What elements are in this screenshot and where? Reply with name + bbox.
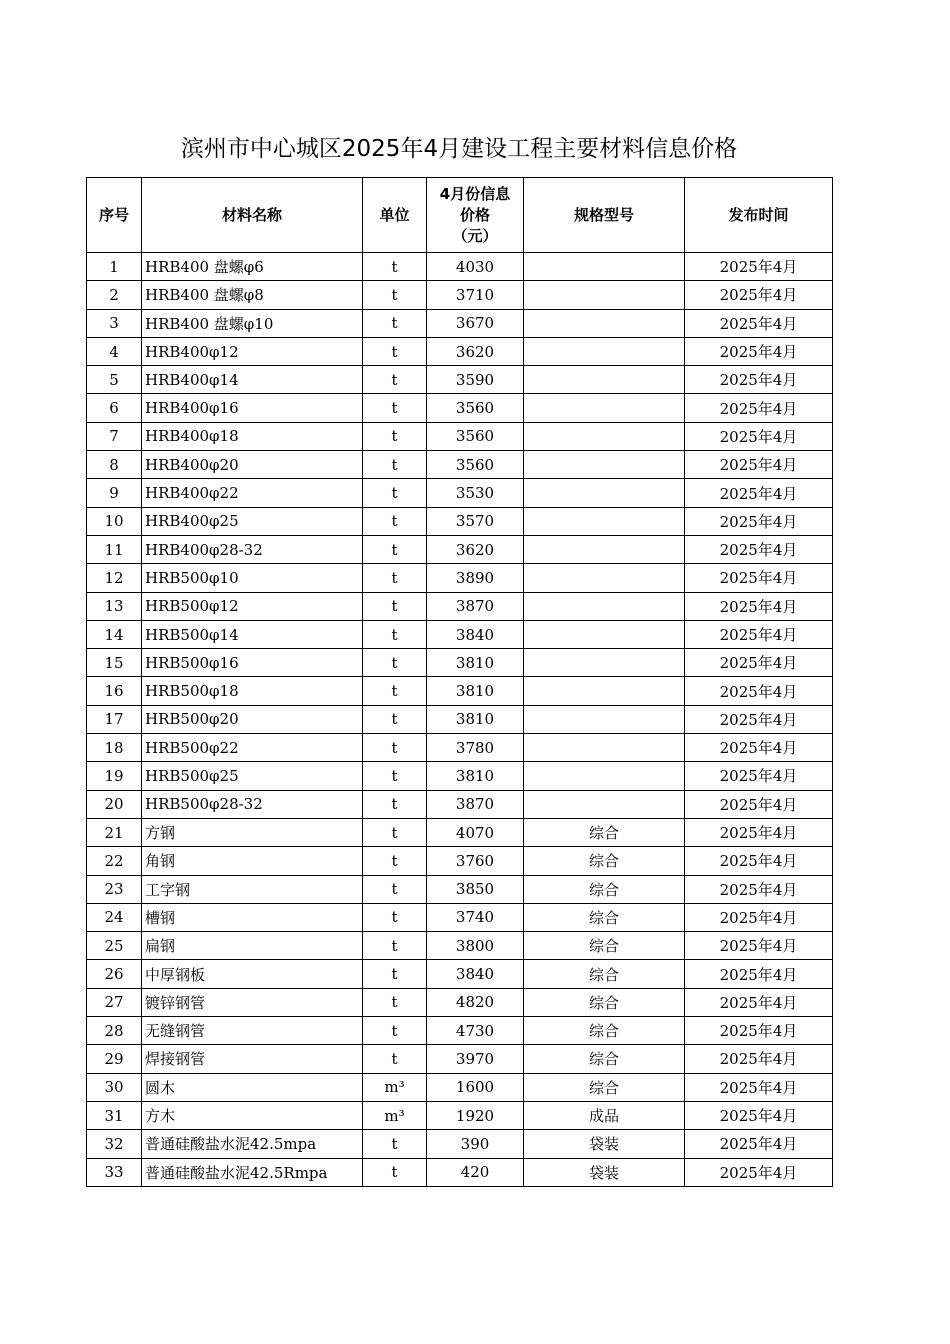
cell-material-name: 普通硅酸盐水泥42.5mpa [142,1130,363,1158]
cell-date: 2025年4月 [685,1130,833,1158]
table-row [87,988,833,1016]
cell-material-name: 角钢 [142,847,363,875]
cell-price: 3620 [427,535,524,563]
table-row [87,620,833,648]
cell-spec [524,422,685,450]
cell-seq: 3 [87,309,142,337]
cell-date: 2025年4月 [685,705,833,733]
cell-unit: t [363,451,427,479]
cell-spec: 综合 [524,1045,685,1073]
cell-date: 2025年4月 [685,479,833,507]
cell-seq: 29 [87,1045,142,1073]
cell-unit: t [363,422,427,450]
cell-seq: 33 [87,1158,142,1186]
cell-material-name: HRB400 盘螺φ10 [142,309,363,337]
cell-price: 390 [427,1130,524,1158]
cell-price: 3800 [427,932,524,960]
cell-seq: 25 [87,932,142,960]
cell-material-name: 无缝钢管 [142,1017,363,1045]
cell-unit: t [363,903,427,931]
cell-seq: 12 [87,564,142,592]
cell-spec [524,790,685,818]
cell-unit: m³ [363,1073,427,1101]
cell-seq: 28 [87,1017,142,1045]
cell-unit: t [363,281,427,309]
cell-seq: 20 [87,790,142,818]
page-title: 滨州市中心城区2025年4月建设工程主要材料信息价格 [180,136,738,162]
cell-unit: t [363,790,427,818]
cell-unit: t [363,705,427,733]
cell-price: 1600 [427,1073,524,1101]
cell-seq: 30 [87,1073,142,1101]
cell-unit: t [363,677,427,705]
cell-material-name: HRB500φ10 [142,564,363,592]
cell-material-name: 普通硅酸盐水泥42.5Rmpa [142,1158,363,1186]
cell-date: 2025年4月 [685,507,833,535]
cell-material-name: HRB400φ18 [142,422,363,450]
cell-seq: 14 [87,620,142,648]
cell-seq: 18 [87,734,142,762]
cell-spec: 综合 [524,1017,685,1045]
cell-price: 3560 [427,451,524,479]
cell-date: 2025年4月 [685,649,833,677]
cell-spec: 综合 [524,988,685,1016]
header-price-line1: 4月份信息 [439,184,511,203]
table-row [87,507,833,535]
cell-price: 3590 [427,366,524,394]
cell-date: 2025年4月 [685,1045,833,1073]
cell-price: 3760 [427,847,524,875]
cell-date: 2025年4月 [685,592,833,620]
cell-unit: t [363,960,427,988]
cell-spec [524,507,685,535]
cell-date: 2025年4月 [685,903,833,931]
cell-date: 2025年4月 [685,337,833,365]
table-row [87,762,833,790]
cell-spec [524,479,685,507]
cell-date: 2025年4月 [685,988,833,1016]
cell-seq: 4 [87,337,142,365]
cell-material-name: HRB400φ28-32 [142,535,363,563]
table-body [87,253,833,1187]
cell-seq: 17 [87,705,142,733]
table-row [87,1158,833,1186]
table-row [87,281,833,309]
cell-material-name: 槽钢 [142,903,363,931]
cell-spec: 袋装 [524,1130,685,1158]
cell-date: 2025年4月 [685,281,833,309]
cell-date: 2025年4月 [685,734,833,762]
cell-spec [524,734,685,762]
table-row [87,1130,833,1158]
table-row [87,847,833,875]
cell-unit: t [363,479,427,507]
cell-unit: t [363,734,427,762]
cell-material-name: HRB500φ14 [142,620,363,648]
cell-date: 2025年4月 [685,847,833,875]
cell-material-name: 工字钢 [142,875,363,903]
cell-date: 2025年4月 [685,1073,833,1101]
header-price-line3: （元） [452,226,498,245]
cell-seq: 24 [87,903,142,931]
header-unit: 单位 [363,178,427,253]
cell-price: 3810 [427,705,524,733]
table-header-row [87,178,833,253]
cell-price: 3710 [427,281,524,309]
table-row [87,649,833,677]
cell-spec [524,394,685,422]
cell-seq: 26 [87,960,142,988]
cell-seq: 19 [87,762,142,790]
cell-price: 3780 [427,734,524,762]
cell-date: 2025年4月 [685,1017,833,1045]
cell-price: 3810 [427,677,524,705]
cell-material-name: HRB400φ16 [142,394,363,422]
table-row [87,253,833,281]
table-row [87,422,833,450]
cell-price: 1920 [427,1101,524,1129]
cell-material-name: 方木 [142,1101,363,1129]
cell-price: 3890 [427,564,524,592]
cell-material-name: HRB400φ20 [142,451,363,479]
cell-spec [524,451,685,479]
cell-seq: 16 [87,677,142,705]
cell-spec: 袋装 [524,1158,685,1186]
cell-date: 2025年4月 [685,1101,833,1129]
cell-unit: t [363,1130,427,1158]
cell-material-name: HRB400φ25 [142,507,363,535]
header-price-line2: 价格 [459,205,490,224]
cell-unit: t [363,620,427,648]
cell-spec [524,649,685,677]
cell-date: 2025年4月 [685,818,833,846]
cell-unit: t [363,932,427,960]
cell-unit: t [363,988,427,1016]
cell-seq: 32 [87,1130,142,1158]
table-row [87,337,833,365]
cell-spec: 综合 [524,1073,685,1101]
cell-date: 2025年4月 [685,451,833,479]
table-row [87,592,833,620]
table-row [87,790,833,818]
cell-seq: 8 [87,451,142,479]
table-row [87,903,833,931]
cell-date: 2025年4月 [685,253,833,281]
cell-unit: t [363,649,427,677]
cell-seq: 1 [87,253,142,281]
cell-price: 3560 [427,394,524,422]
cell-material-name: HRB500φ28-32 [142,790,363,818]
cell-material-name: HRB400φ12 [142,337,363,365]
cell-unit: t [363,394,427,422]
cell-price: 4070 [427,818,524,846]
cell-date: 2025年4月 [685,422,833,450]
cell-price: 3740 [427,903,524,931]
cell-seq: 2 [87,281,142,309]
cell-spec: 综合 [524,932,685,960]
table-row [87,677,833,705]
cell-material-name: HRB400φ22 [142,479,363,507]
cell-spec [524,705,685,733]
table-row [87,479,833,507]
table-row [87,366,833,394]
cell-spec [524,337,685,365]
cell-spec [524,564,685,592]
cell-seq: 13 [87,592,142,620]
cell-date: 2025年4月 [685,875,833,903]
cell-price: 3870 [427,592,524,620]
cell-material-name: HRB500φ12 [142,592,363,620]
cell-unit: t [363,818,427,846]
cell-price: 3560 [427,422,524,450]
cell-unit: t [363,1045,427,1073]
header-date: 发布时间 [685,178,833,253]
cell-date: 2025年4月 [685,790,833,818]
table-row [87,932,833,960]
table-row [87,705,833,733]
cell-material-name: HRB500φ25 [142,762,363,790]
table-row [87,1101,833,1129]
cell-price: 3530 [427,479,524,507]
cell-date: 2025年4月 [685,677,833,705]
table-row [87,1073,833,1101]
cell-seq: 22 [87,847,142,875]
cell-date: 2025年4月 [685,309,833,337]
cell-price: 3850 [427,875,524,903]
cell-unit: t [363,592,427,620]
cell-price: 4820 [427,988,524,1016]
cell-spec [524,762,685,790]
table-row [87,394,833,422]
cell-price: 3570 [427,507,524,535]
cell-date: 2025年4月 [685,620,833,648]
table-row [87,875,833,903]
table-row [87,960,833,988]
cell-price: 420 [427,1158,524,1186]
table-row [87,734,833,762]
cell-unit: t [363,535,427,563]
cell-seq: 5 [87,366,142,394]
cell-unit: t [363,1017,427,1045]
header-spec: 规格型号 [524,178,685,253]
cell-unit: t [363,847,427,875]
table-row [87,535,833,563]
cell-spec: 成品 [524,1101,685,1129]
cell-material-name: 方钢 [142,818,363,846]
cell-seq: 9 [87,479,142,507]
cell-date: 2025年4月 [685,366,833,394]
cell-material-name: HRB500φ16 [142,649,363,677]
cell-seq: 23 [87,875,142,903]
header-price [427,178,524,253]
cell-material-name: HRB400φ14 [142,366,363,394]
cell-seq: 21 [87,818,142,846]
cell-date: 2025年4月 [685,960,833,988]
cell-price: 3620 [427,337,524,365]
table-row [87,1017,833,1045]
cell-unit: t [363,762,427,790]
table-row [87,309,833,337]
cell-unit: t [363,253,427,281]
cell-material-name: 扁钢 [142,932,363,960]
cell-price: 3810 [427,762,524,790]
cell-seq: 31 [87,1101,142,1129]
cell-price: 3970 [427,1045,524,1073]
cell-date: 2025年4月 [685,564,833,592]
header-seq: 序号 [87,178,142,253]
cell-price: 3840 [427,620,524,648]
header-name: 材料名称 [142,178,363,253]
cell-spec [524,677,685,705]
cell-price: 3840 [427,960,524,988]
cell-price: 3670 [427,309,524,337]
table-row [87,451,833,479]
cell-seq: 10 [87,507,142,535]
cell-date: 2025年4月 [685,762,833,790]
cell-date: 2025年4月 [685,932,833,960]
cell-seq: 27 [87,988,142,1016]
cell-spec [524,309,685,337]
cell-material-name: HRB400 盘螺φ8 [142,281,363,309]
cell-spec: 综合 [524,960,685,988]
cell-spec: 综合 [524,875,685,903]
cell-date: 2025年4月 [685,1158,833,1186]
cell-material-name: 圆木 [142,1073,363,1101]
cell-material-name: 中厚钢板 [142,960,363,988]
cell-seq: 7 [87,422,142,450]
cell-unit: t [363,366,427,394]
cell-seq: 15 [87,649,142,677]
cell-spec: 综合 [524,903,685,931]
cell-price: 4730 [427,1017,524,1045]
table-row [87,564,833,592]
price-table [86,177,833,1187]
cell-unit: t [363,564,427,592]
cell-spec [524,281,685,309]
cell-material-name: HRB500φ20 [142,705,363,733]
table-row [87,1045,833,1073]
cell-seq: 6 [87,394,142,422]
cell-date: 2025年4月 [685,394,833,422]
cell-material-name: 焊接钢管 [142,1045,363,1073]
cell-unit: m³ [363,1101,427,1129]
cell-material-name: HRB500φ22 [142,734,363,762]
cell-price: 3870 [427,790,524,818]
cell-spec [524,253,685,281]
cell-unit: t [363,507,427,535]
cell-spec [524,535,685,563]
cell-spec: 综合 [524,818,685,846]
cell-date: 2025年4月 [685,535,833,563]
cell-material-name: HRB400 盘螺φ6 [142,253,363,281]
cell-unit: t [363,875,427,903]
cell-price: 3810 [427,649,524,677]
cell-spec: 综合 [524,847,685,875]
cell-unit: t [363,309,427,337]
cell-spec [524,620,685,648]
cell-spec [524,366,685,394]
cell-unit: t [363,337,427,365]
cell-material-name: 镀锌钢管 [142,988,363,1016]
cell-spec [524,592,685,620]
cell-seq: 11 [87,535,142,563]
table-row [87,818,833,846]
cell-unit: t [363,1158,427,1186]
cell-material-name: HRB500φ18 [142,677,363,705]
cell-price: 4030 [427,253,524,281]
